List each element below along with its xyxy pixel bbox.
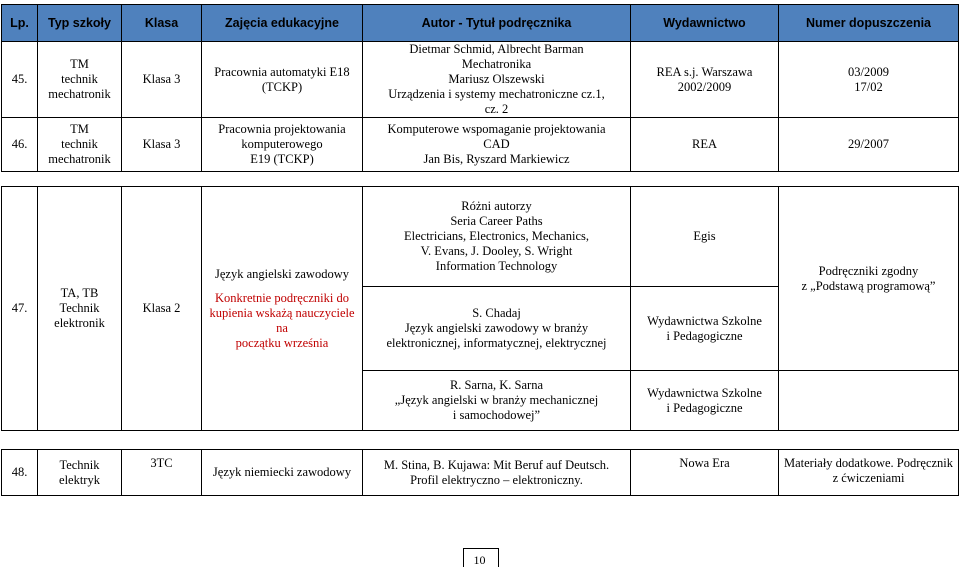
cell-wydawnictwo: [631, 42, 779, 118]
cell-typ: [38, 42, 122, 118]
cell-zajecia: Język niemiecki zawodowy: [202, 450, 363, 496]
text-line: (TCKP): [261, 79, 303, 94]
text-line: elektronik: [54, 316, 105, 330]
cell-numer: 29/2007: [779, 118, 959, 172]
spacer: [204, 282, 360, 291]
table-gap: [2, 431, 959, 450]
text-line: TA, TB: [60, 286, 99, 300]
cell-numer: [779, 42, 959, 118]
cell-typ: [38, 187, 122, 431]
text-line: REA s.j. Warszawa: [656, 64, 753, 79]
text-line: Technik: [59, 301, 100, 315]
text-line: Jan Bis, Ryszard Markiewicz: [423, 152, 570, 166]
text-line: Mariusz Olszewski: [448, 72, 545, 86]
text-line: Dietmar Schmid, Albrecht Barman: [409, 42, 584, 56]
text-line: M. Stina, B. Kujawa: Mit Beruf auf Deutsch.: [383, 457, 610, 472]
cell-typ: [38, 118, 122, 172]
page-number: 10: [473, 553, 486, 567]
cell-klasa: Klasa 3: [122, 42, 202, 118]
text-line: i Pedagogiczne: [666, 400, 743, 415]
text-line: CAD: [483, 137, 510, 151]
text-line: Różni autorzy: [461, 199, 532, 213]
cell-autor: [363, 287, 631, 371]
text-line: Information Technology: [435, 259, 558, 273]
text-line: TM: [70, 122, 89, 136]
text-line: technik: [61, 72, 98, 86]
text-line: Wydawnictwa Szkolne: [647, 313, 762, 328]
header-wydawnictwo: Wydawnictwo: [631, 5, 779, 42]
text-line: z „Podstawą programową”: [801, 278, 936, 293]
text-line: Pracownia automatyki E18: [214, 64, 350, 79]
text-line: Pracownia projektowania: [218, 122, 346, 136]
cell-autor: [363, 371, 631, 431]
text-line: 2002/2009: [677, 79, 732, 94]
text-line: początku września: [235, 335, 329, 350]
cell-lp: 47.: [2, 187, 38, 431]
text-line: Podręczniki zgodny: [818, 263, 919, 278]
text-line: Konkretnie podręczniki do: [215, 290, 349, 305]
cell-wydawnictwo: [631, 371, 779, 431]
text-line: kupienia wskażą nauczyciele na: [209, 305, 355, 335]
text-line: i Pedagogiczne: [666, 328, 743, 343]
text-line: i samochodowej”: [452, 408, 541, 422]
text-line: elektryk: [59, 472, 100, 487]
table-gap: [2, 172, 959, 187]
header-zajecia: Zajęcia edukacyjne: [202, 5, 363, 42]
cell-zajecia: [202, 42, 363, 118]
text-line: mechatronik: [48, 152, 111, 166]
cell-klasa: Klasa 3: [122, 118, 202, 172]
text-line: komputerowego: [241, 137, 323, 151]
cell-wydawnictwo: Nowa Era: [631, 450, 779, 496]
cell-zajecia: [202, 187, 363, 431]
header-row: [2, 5, 959, 42]
text-line: „Język angielski w branży mechanicznej: [394, 393, 599, 407]
text-line: Profil elektryczno – elektroniczny.: [410, 472, 583, 487]
text-line: Materiały dodatkowe. Podręcznik: [783, 456, 954, 470]
cell-numer: [779, 187, 959, 371]
text-line: Urządzenia i systemy mechatroniczne cz.1,: [388, 87, 605, 101]
text-line: cz. 2: [484, 102, 509, 116]
table-row: [2, 42, 959, 118]
cell-zajecia: [202, 118, 363, 172]
table-row: [2, 118, 959, 172]
cell-numer: [779, 450, 959, 496]
text-line: Komputerowe wspomaganie projektowania: [387, 122, 606, 136]
text-line: Electricians, Electronics, Mechanics,: [404, 229, 589, 243]
text-line: E19 (TCKP): [250, 152, 314, 166]
cell-autor: [363, 187, 631, 287]
text-line: S. Chadaj: [472, 306, 521, 320]
text-line: V. Evans, J. Dooley, S. Wright: [420, 244, 573, 258]
cell-wydawnictwo: [631, 287, 779, 371]
table-row: [2, 450, 959, 496]
text-line: Mechatronika: [461, 57, 532, 71]
gap-cell: [2, 172, 959, 187]
cell-lp: 46.: [2, 118, 38, 172]
text-line: 03/2009: [848, 64, 889, 79]
text-line: Seria Career Paths: [450, 214, 543, 228]
header-klasa: Klasa: [122, 5, 202, 42]
cell-lp: 45.: [2, 42, 38, 118]
text-line: Język angielski zawodowy: [215, 266, 349, 281]
cell-typ: [38, 450, 122, 496]
header-autor-tytul: Autor - Tytuł podręcznika: [363, 5, 631, 42]
header-lp: Lp.: [2, 5, 38, 42]
cell-numer-empty: [779, 371, 959, 431]
gap-cell: [2, 431, 959, 450]
text-line: R. Sarna, K. Sarna: [449, 378, 544, 392]
cell-autor: [363, 118, 631, 172]
text-line: technik: [61, 137, 98, 151]
cell-autor: [363, 450, 631, 496]
text-line: elektronicznej, informatycznej, elektrycznej: [386, 336, 607, 350]
text-line: Język angielski zawodowy w branży: [404, 321, 589, 335]
text-line: mechatronik: [48, 87, 111, 101]
cell-klasa: 3TC: [122, 450, 202, 496]
cell-wydawnictwo: REA: [631, 118, 779, 172]
header-typ-szkoly: Typ szkoły: [38, 5, 122, 42]
text-line: z ćwiczeniami: [832, 471, 905, 485]
textbook-table: [1, 4, 959, 496]
cell-klasa: Klasa 2: [122, 187, 202, 431]
cell-autor: [363, 42, 631, 118]
cell-wydawnictwo: Egis: [631, 187, 779, 287]
text-line: 17/02: [854, 79, 883, 94]
text-line: TM: [70, 57, 89, 71]
text-line: Wydawnictwa Szkolne: [647, 385, 762, 400]
text-line: Technik: [59, 457, 100, 472]
header-numer: Numer dopuszczenia: [779, 5, 959, 42]
table-row: [2, 187, 959, 287]
cell-lp: 48.: [2, 450, 38, 496]
